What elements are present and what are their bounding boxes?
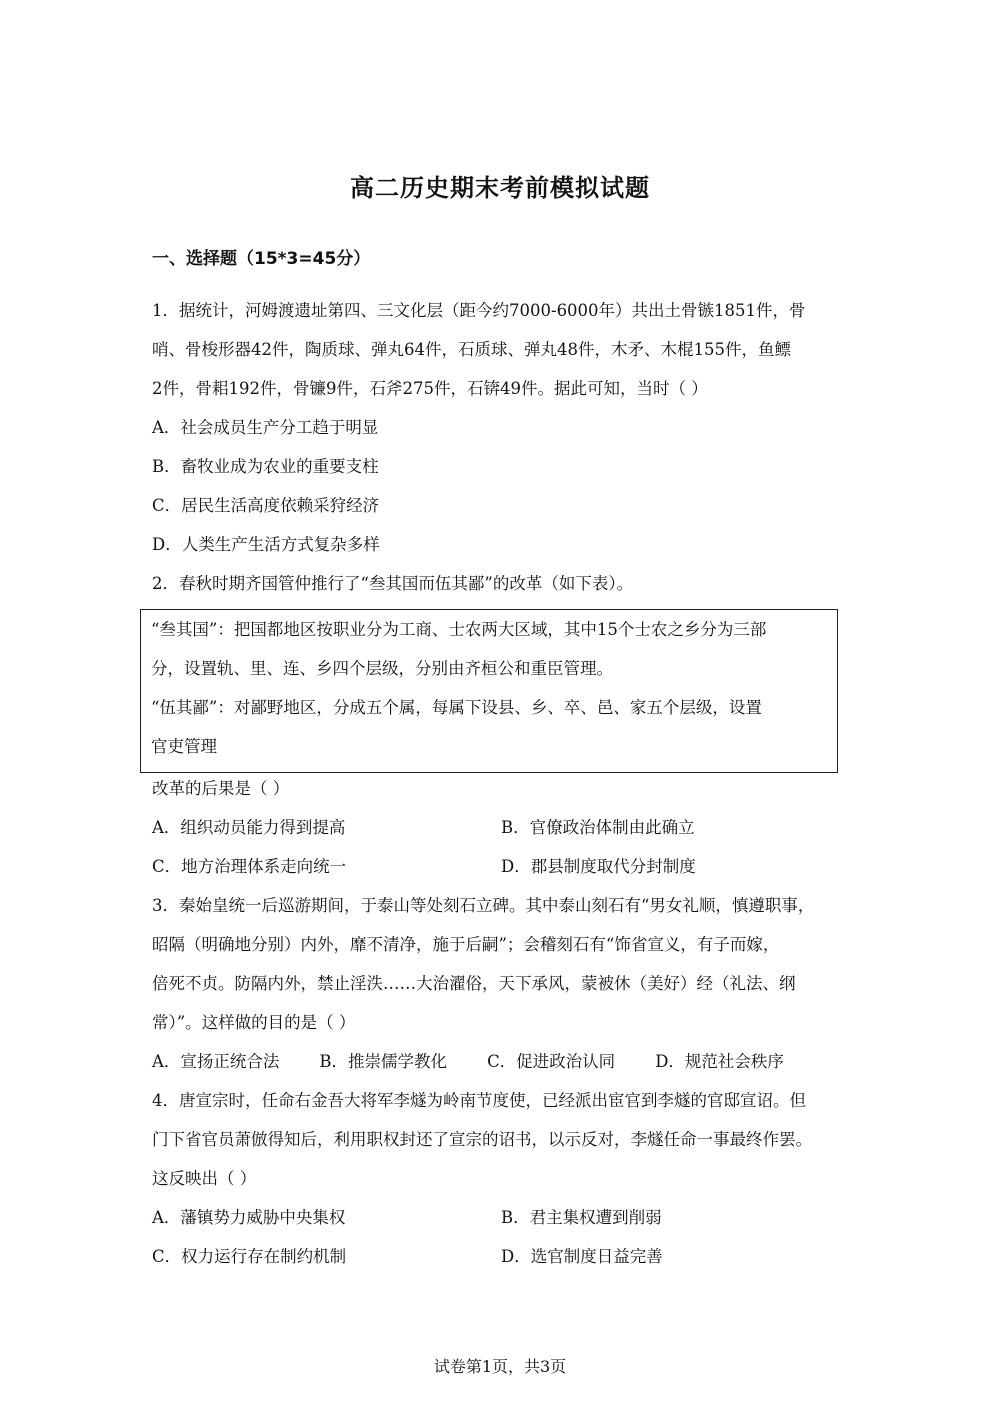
material-line: 分，设置轨、里、连、乡四个层级，分别由齐桓公和重臣管理。 [151, 659, 613, 678]
question-stem-line: 倍死不贞。防隔内外，禁止淫泆……大治濯俗，天下承风，蒙被休（美好）经（礼法、纲 [152, 974, 796, 993]
option-a: A．藩镇势力威胁中央集权 [152, 1208, 346, 1227]
material-box [140, 609, 838, 773]
question-stem-line: 2．春秋时期齐国管仲推行了“叁其国而伍其鄙”的改革（如下表）。 [152, 574, 634, 593]
question-stem-line: 2件，骨耜192件，骨镰9件，石斧275件，石锛49件。据此可知，当时（ ） [152, 379, 708, 398]
question-2 [152, 564, 862, 886]
option-c: C．居民生活高度依赖采狩经济 [152, 496, 380, 515]
questions [152, 291, 862, 1276]
option-row [152, 1042, 862, 1081]
question-stem-line: 1．据统计，河姆渡遗址第四、三文化层（距今约7000-6000年）共出土骨镞1851件，骨 [152, 301, 806, 320]
option-d: D．郡县制度取代分封制度 [501, 857, 696, 876]
option-b: B．君主集权遭到削弱 [501, 1208, 662, 1227]
option-d: D．人类生产生活方式复杂多样 [152, 535, 380, 554]
question-stem-line: 常）”。这样做的目的是（ ） [152, 1013, 356, 1032]
option-a: A．社会成员生产分工趋于明显 [152, 418, 379, 437]
option-d: D．规范社会秩序 [655, 1052, 784, 1071]
page-title: 高二历史期末考前模拟试题 [350, 174, 650, 202]
question-stem-line: 4．唐宣宗时，任命右金吾大将军李燧为岭南节度使，已经派出宦官到李燧的官邸宣诏。但 [152, 1091, 806, 1110]
material-line: 官吏管理 [151, 737, 217, 756]
option-b: B．畜牧业成为农业的重要支柱 [152, 457, 379, 476]
question-stem-line: 门下省官员萧倣得知后，利用职权封还了宣宗的诏书，以示反对，李燧任命一事最终作罢。 [152, 1130, 812, 1149]
page-footer: 试卷第1页，共3页 [433, 1357, 567, 1376]
question-4 [152, 1081, 862, 1276]
question-1 [152, 291, 862, 564]
option-a: A．宣扬正统合法 [152, 1052, 280, 1071]
option-d: D．选官制度日益完善 [501, 1247, 663, 1266]
option-c: C．权力运行存在制约机制 [152, 1247, 347, 1266]
question-prompt: 改革的后果是（ ） [152, 779, 290, 798]
option-row [152, 1198, 862, 1237]
question-3 [152, 886, 862, 1081]
option-b: B．官僚政治体制由此确立 [501, 818, 695, 837]
material-line: “伍其鄙”：对鄙野地区，分成五个属，每属下设县、乡、卒、邑、家五个层级，设置 [151, 698, 762, 717]
material-line: “叁其国”：把国都地区按职业分为工商、士农两大区域，其中15个士农之乡分为三部 [151, 620, 767, 639]
question-stem-line: 3．秦始皇统一后巡游期间，于泰山等处刻石立碑。其中泰山刻石有“男女礼顺，慎遵职事， [152, 896, 815, 915]
question-stem-line: 这反映出（ ） [152, 1169, 257, 1188]
option-c: C．促进政治认同 [487, 1052, 616, 1071]
option-b: B．推崇儒学教化 [319, 1052, 448, 1071]
section-heading: 一、选择题（15*3=45分） [152, 249, 371, 269]
option-row [152, 808, 862, 847]
option-c: C．地方治理体系走向统一 [152, 857, 347, 876]
option-row [152, 1237, 862, 1276]
option-a: A．组织动员能力得到提高 [152, 818, 346, 837]
question-stem-line: 哨、骨梭形器42件，陶质球、弹丸64件，石质球、弹丸48件，木矛、木棍155件，鱼鳔 [152, 340, 791, 359]
question-stem-line: 昭隔（明确地分别）内外，靡不清净，施于后嗣”；会稽刻石有“饰省宣义，有子而嫁， [152, 935, 780, 954]
option-row [152, 847, 862, 886]
